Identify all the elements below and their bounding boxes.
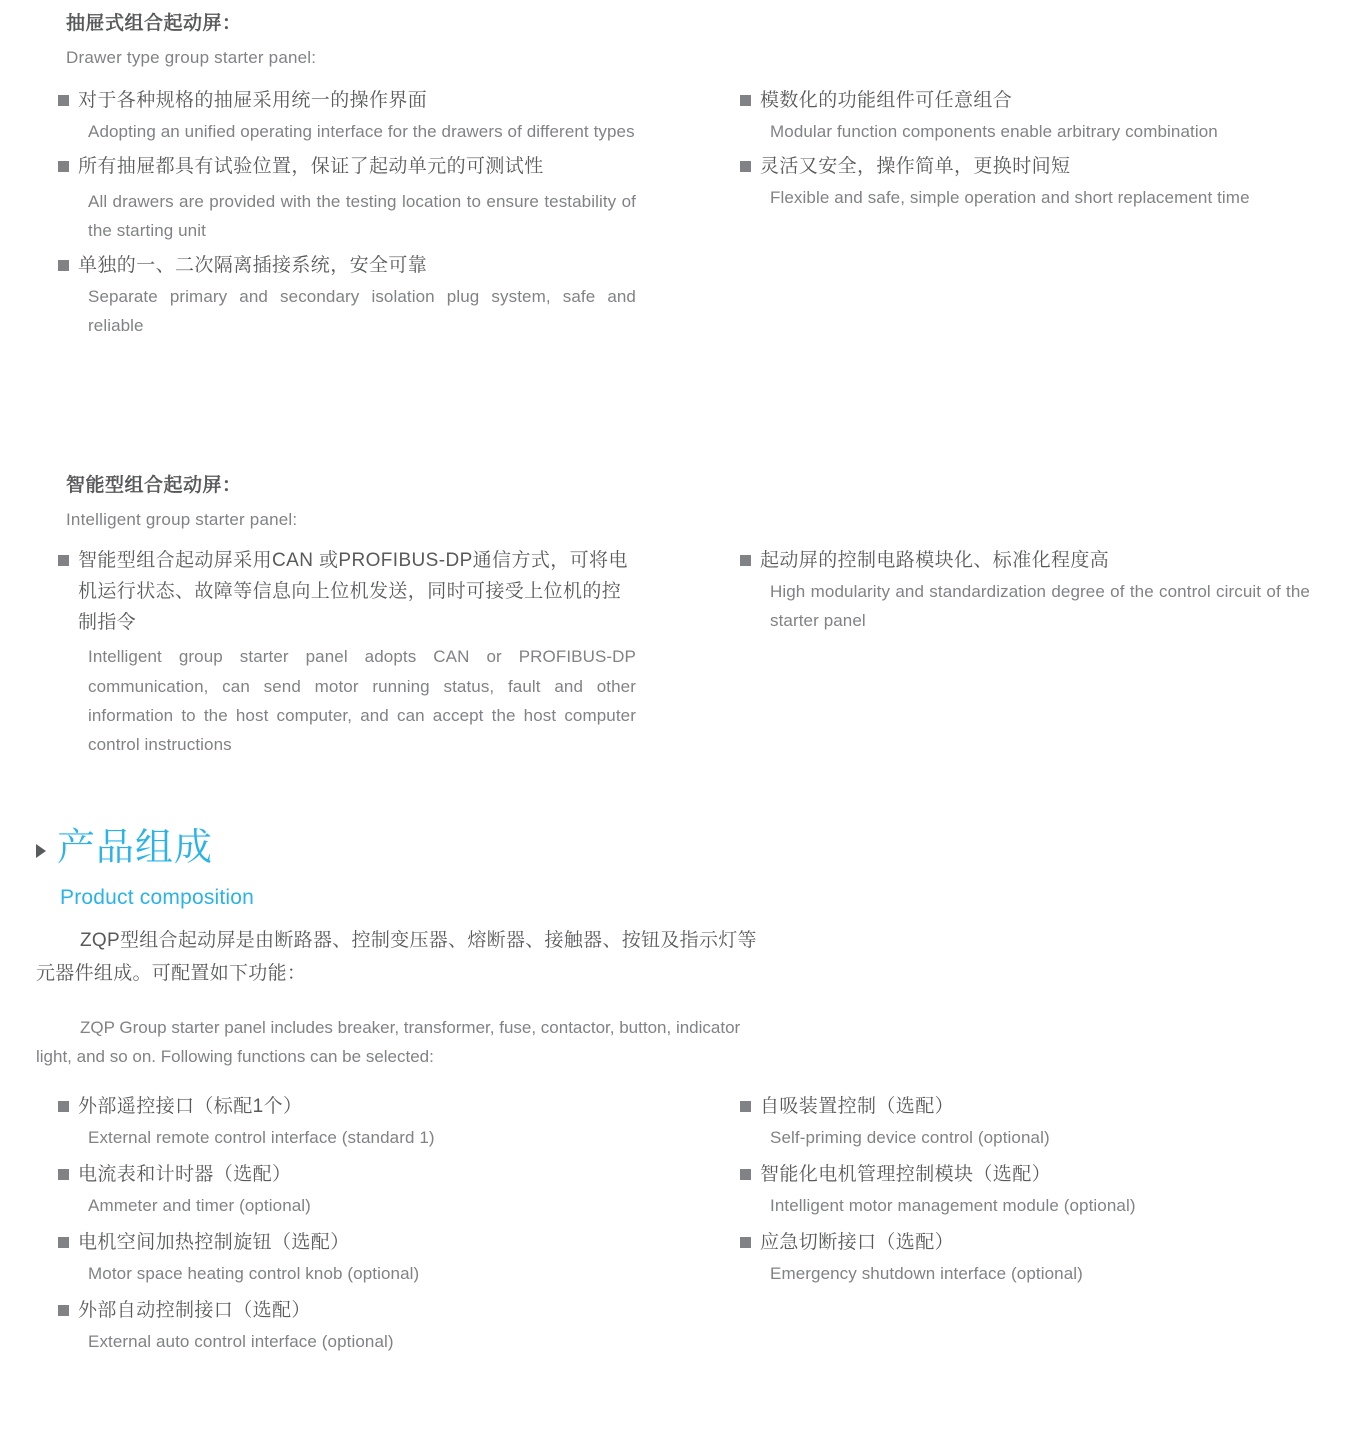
list-item-cn: 外部遥控接口（标配1个）: [78, 1096, 303, 1117]
square-bullet-icon: [58, 95, 69, 106]
triangle-bullet-icon: [36, 844, 46, 858]
list-item-en: Ammeter and timer (optional): [88, 1195, 311, 1215]
list-item-cn: 所有抽屉都具有试验位置，保证了起动单元的可测试性: [78, 156, 544, 177]
square-bullet-icon: [740, 161, 751, 172]
list-item: [58, 86, 636, 146]
list-item-en: Emergency shutdown interface (optional): [770, 1263, 1083, 1283]
list-item-en: Adopting an unified operating interface for the drawers of different types: [88, 121, 635, 141]
intro-paragraph-en: [36, 1013, 1306, 1071]
list-item-cn: 起动屏的控制电路模块化、标准化程度高: [760, 550, 1110, 571]
list-item: [58, 546, 636, 759]
list-item-cn: 外部自动控制接口（选配）: [78, 1300, 311, 1321]
list-item-en: Flexible and safe, simple operation and short replacement time: [770, 187, 1250, 207]
product-composition-subtitle: Product composition: [60, 886, 255, 909]
list-item-en: Modular function components enable arbitrary combination: [770, 121, 1218, 141]
section2-left-column: [58, 546, 636, 761]
list-item: [740, 1092, 1320, 1152]
list-item-cn: 模数化的功能组件可任意组合: [760, 90, 1013, 111]
list-item: [58, 1296, 658, 1356]
list-item: [740, 152, 1310, 212]
section1-left-column: [58, 86, 636, 342]
intro-paragraph-cn: [36, 925, 1306, 990]
list-item-cn: 电流表和计时器（选配）: [78, 1164, 292, 1185]
list-item: [58, 1228, 658, 1288]
square-bullet-icon: [58, 1305, 69, 1316]
list-item-en: Separate primary and secondary isolation plug system, safe and reliable: [88, 287, 636, 336]
section1-cn-title: 抽屉式组合起动屏：: [66, 13, 242, 34]
list-item-en: High modularity and standardization degree of the control circuit of the starter panel: [770, 581, 1310, 630]
intro-paragraph-en-line2: light, and so on. Following functions can be selected:: [36, 1047, 434, 1067]
square-bullet-icon: [740, 1101, 751, 1112]
square-bullet-icon: [58, 260, 69, 271]
intro-paragraph-cn-line1: ZQP型组合起动屏是由断路器、控制变压器、熔断器、接触器、按钮及指示灯等: [80, 930, 757, 951]
square-bullet-icon: [740, 1169, 751, 1180]
section1-right-column: [740, 86, 1310, 214]
section2-right-column: [740, 546, 1310, 637]
list-item-en: All drawers are provided with the testing location to ensure testability of the starting unit: [88, 191, 636, 240]
list-item-cn: 电机空间加热控制旋钮（选配）: [78, 1232, 350, 1253]
list-item-en: External auto control interface (optional): [88, 1331, 394, 1351]
list-item: [58, 251, 636, 340]
list-item-cn: 应急切断接口（选配）: [760, 1232, 955, 1253]
list-item-cn: 智能化电机管理控制模块（选配）: [760, 1164, 1052, 1185]
square-bullet-icon: [58, 1101, 69, 1112]
list-item: [740, 1160, 1320, 1220]
list-item: [58, 152, 636, 245]
section2-cn-title: 智能型组合起动屏：: [66, 475, 242, 496]
list-item: [58, 1092, 658, 1152]
list-item-en: Motor space heating control knob (optional): [88, 1263, 420, 1283]
list-item-en: External remote control interface (standard 1): [88, 1127, 435, 1147]
square-bullet-icon: [58, 1237, 69, 1248]
list-item: [740, 1228, 1320, 1288]
page-title: 产品组成: [57, 827, 214, 869]
list-item-cn: 自吸装置控制（选配）: [760, 1096, 955, 1117]
list-item-en: Intelligent motor management module (optional): [770, 1195, 1136, 1215]
list-item: [740, 546, 1310, 635]
list-item-cn: 灵活又安全，操作简单，更换时间短: [760, 156, 1071, 177]
square-bullet-icon: [58, 555, 69, 566]
list-item-cn: 智能型组合起动屏采用CAN 或PROFIBUS-DP通信方式，可将电机运行状态、故障等信息向上位机发送，同时可接受上位机的控制指令: [78, 550, 628, 633]
product-right-column: [740, 1092, 1320, 1292]
list-item-en: Intelligent group starter panel adopts CAN or PROFIBUS-DP communication, can send motor running status, fault and other information to the host computer, and can accept the host computer control instructions: [88, 647, 636, 754]
list-item: [740, 86, 1310, 146]
section2-en-title: Intelligent group starter panel:: [66, 510, 298, 529]
square-bullet-icon: [58, 1169, 69, 1180]
list-item-cn: 单独的一、二次隔离插接系统，安全可靠: [78, 255, 428, 277]
square-bullet-icon: [740, 95, 751, 106]
list-item: [58, 1160, 658, 1220]
intro-paragraph-cn-line2: 元器件组成。可配置如下功能：: [36, 962, 307, 984]
list-item-cn: 对于各种规格的抽屉采用统一的操作界面: [78, 90, 428, 111]
square-bullet-icon: [740, 1237, 751, 1248]
product-composition-heading: [36, 828, 213, 870]
square-bullet-icon: [740, 555, 751, 566]
intro-paragraph-en-line1: ZQP Group starter panel includes breaker, transformer, fuse, contactor, button, indicator: [80, 1018, 741, 1037]
section1-en-title: Drawer type group starter panel:: [66, 48, 317, 67]
product-left-column: [58, 1092, 658, 1360]
list-item-en: Self-priming device control (optional): [770, 1127, 1050, 1147]
